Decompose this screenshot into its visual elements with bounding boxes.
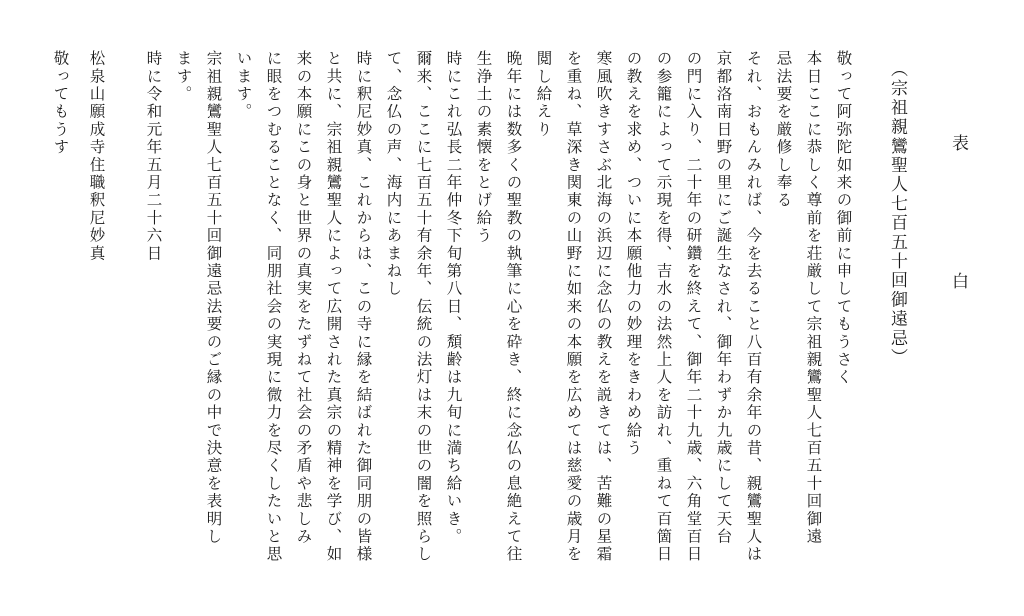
body-line: の参籠によって示現を得、吉水の法然上人を訪れ、重ねて百箇日 (654, 50, 673, 564)
body-line: 閲し給えり (534, 50, 553, 139)
body-line: それ、おもんみれば、今を去ること八百有余年の昔、親鸞聖人は (744, 50, 763, 564)
body-line: の門に入り、二十年の研鑽を終えて、御年二十九歳、六角堂百日 (684, 50, 703, 564)
subtitle: （宗祖親鸞聖人七百五十回御遠忌） (887, 60, 907, 368)
body-line: て、念仏の声、海内にあまねし (384, 50, 403, 298)
signature-line: 松泉山願成寺住職釈尼妙真 (87, 50, 106, 263)
body-line: 宗祖親鸞聖人七百五十回御遠忌法要のご縁の中で決意を表明し (204, 50, 223, 546)
body-line: を重ね、草深き関東の山野に如来の本願を広めては慈愛の歳月を (564, 50, 583, 564)
body-line: ます。 (174, 50, 193, 104)
closing-line: 敬ってもうす (51, 50, 70, 157)
body-line: と共に、宗祖親鸞聖人によって広開された真宗の精神を学び、如 (324, 50, 343, 564)
body-line: の教えを求め、ついに本願他力の妙理をきわめ給う (624, 50, 643, 458)
body-line: 来の本願にこの身と世界の真実をたずねて社会の矛盾や悲しみ (294, 50, 313, 546)
body-line: います。 (234, 50, 253, 121)
body-line: に眼をつむることなく、同朋社会の実現に微力を尽くしたいと思 (264, 50, 283, 564)
body-line: 生浄土の素懐をとげ給う (474, 50, 493, 245)
body-line: 爾来、ここに七百五十有余年、伝統の法灯は末の世の闇を照らし (414, 50, 433, 564)
body-line: 忌法要を厳修し奉る (774, 50, 793, 210)
body-line: 時に釈尼妙真、これからは、この寺に縁を結ばれた御同朋の皆様 (354, 50, 373, 564)
body-line: 敬って阿弥陀如来の御前に申してもうさく (834, 50, 853, 387)
body-line: 本日ここに恭しく尊前を荘厳して宗祖親鸞聖人七百五十回御遠 (804, 50, 823, 546)
body-line: 寒風吹きすさぶ北海の浜辺に念仏の教えを説きては、苦難の星霜 (594, 50, 613, 564)
title-char-2: 白 (952, 272, 969, 292)
body-line: 時にこれ弘長二年仲冬下旬第八日、頽齢は九旬に満ち給いき。 (444, 50, 463, 546)
date-line: 時に令和元年五月二十六日 (144, 50, 163, 263)
title-char-1: 表 (952, 134, 969, 154)
body-line: 晩年には数多くの聖教の執筆に心を砕き、終に念仏の息絶えて往 (504, 50, 523, 564)
body-line: 京都洛南日野の里にご誕生なされ、御年わずか九歳にして天台 (714, 50, 733, 546)
